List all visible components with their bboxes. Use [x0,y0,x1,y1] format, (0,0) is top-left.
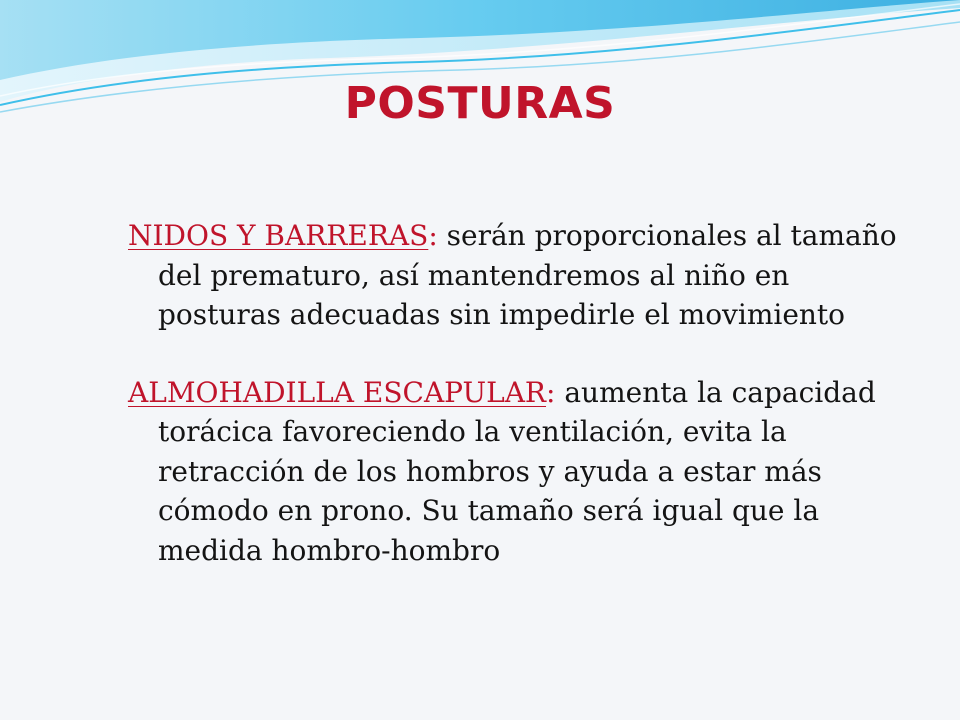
term-almohadilla-escapular: ALMOHADILLA ESCAPULAR [128,375,547,409]
slide-title: POSTURAS [344,78,616,129]
term-separator: : [546,375,556,409]
term-separator: : [428,219,438,252]
item-description: serán proporcionales al tamaño del prematuro, así mantendremos al niño en posturas adecuadas sin impedirle el movimiento [158,219,897,331]
slide-body [128,216,918,570]
list-item [128,216,918,335]
term-nidos-barreras: NIDOS Y BARRERAS [128,219,429,252]
list-item [128,373,918,571]
item-description: aumenta la capacidad torácica favoreciendo la ventilación, evita la retracción de los hombros y ayuda a estar más cómodo en prono. Su tamaño será igual que la medida hombro-hombro [158,375,876,567]
